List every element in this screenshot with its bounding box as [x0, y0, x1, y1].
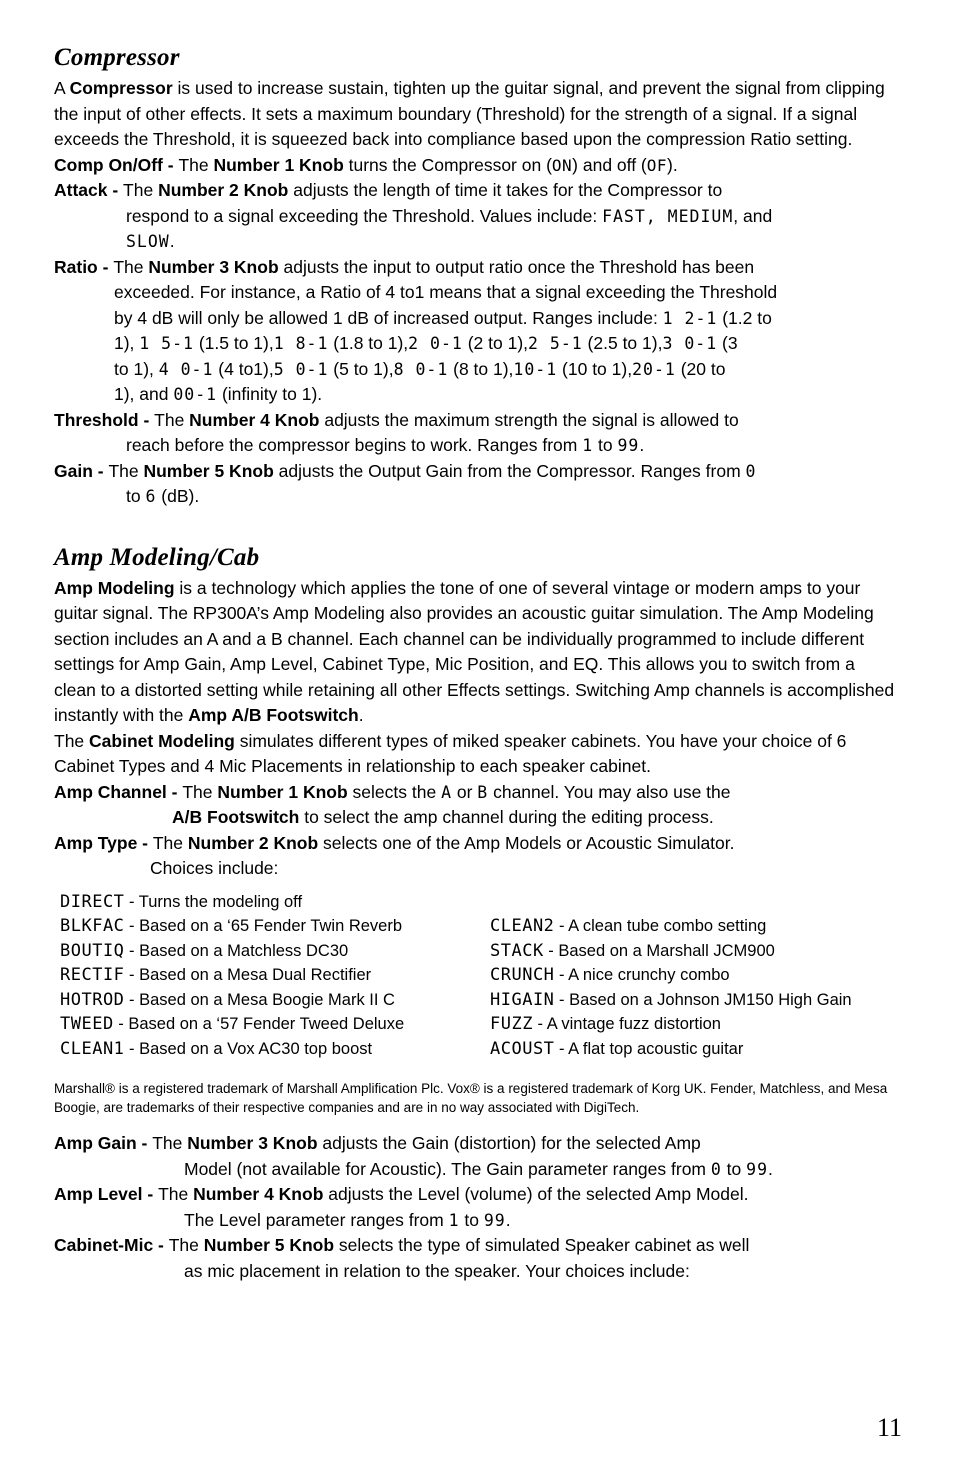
list-item: [60, 1012, 490, 1037]
text: ).: [667, 154, 678, 175]
lcd-channel-a: A: [441, 782, 452, 802]
cabinet-modeling-para: [54, 729, 900, 780]
lcd-amp-level-max: 99: [483, 1210, 506, 1230]
amp-model-code: CLEAN2: [490, 916, 555, 936]
text: to: [721, 1158, 747, 1179]
param-ratio-line4: [54, 331, 900, 357]
text: The: [178, 154, 214, 175]
trademark-notice: Marshall® is a registered trademark of Marshall Amplification Plc. Vox® is a registered trademark of Korg UK. Fender, Matchless, and Mesa Boogie, are trademarks of their respective companies and are in no way associated with DigiTech.: [54, 1081, 888, 1115]
amp-model-column-left: [54, 890, 490, 1062]
amp-model-desc: - Based on a Mesa Boogie Mark II C: [124, 990, 395, 1009]
param-label-attack: Attack -: [54, 180, 124, 200]
text: (1.2 to: [717, 307, 772, 328]
lcd-channel-b: B: [477, 782, 489, 802]
lcd-attack-values: FAST, MEDIUM: [602, 206, 734, 226]
text: The: [158, 1184, 194, 1204]
text: 1),: [114, 333, 140, 353]
text: as mic placement in relation to the speaker. Your choices include:: [184, 1260, 690, 1281]
amp-modeling-heading: Amp Modeling/Cab: [54, 543, 260, 571]
text: (3: [717, 333, 738, 353]
lcd-value-on: ON: [551, 155, 573, 175]
text: The: [108, 460, 144, 481]
list-item: [490, 939, 890, 964]
text: The: [54, 730, 90, 751]
list-item: [60, 914, 490, 939]
list-item: [60, 1037, 490, 1062]
lcd-ratio-12: 00-1: [173, 385, 218, 404]
param-attack-line3: [54, 229, 900, 255]
text: adjusts the maximum strength the signal is allowed to: [319, 409, 739, 430]
lcd-gain-min: 0: [745, 461, 757, 481]
compressor-intro-pre: A: [54, 78, 70, 98]
text: to: [126, 486, 146, 506]
text: .: [639, 435, 645, 455]
text: .: [768, 1158, 773, 1179]
lcd-ratio-5: 2 5-1: [528, 334, 583, 353]
knob-ref-3: Number 3 Knob: [148, 256, 279, 277]
list-item: [60, 890, 490, 915]
param-ratio-line5: [54, 357, 900, 383]
lcd-ratio-2: 1 5-1: [139, 334, 194, 353]
compressor-heading: Compressor: [54, 44, 180, 71]
text: (dB).: [156, 486, 200, 506]
text: Choices include:: [150, 858, 279, 878]
param-comp-on-off: [54, 153, 900, 179]
param-label-cabinet-mic: Cabinet-Mic -: [54, 1235, 169, 1255]
param-amp-level-line2: [54, 1208, 900, 1234]
param-attack: [54, 178, 900, 255]
amp-model-desc: - Based on a Marshall JCM900: [543, 941, 775, 960]
text: (1.8 to 1),: [328, 333, 409, 353]
lcd-threshold-min: 1: [582, 436, 594, 455]
lcd-amp-gain-min: 0: [710, 1159, 722, 1179]
text: The: [152, 1133, 188, 1153]
amp-modeling-intro: [54, 576, 900, 729]
amp-model-desc: - A nice crunchy combo: [554, 966, 730, 984]
amp-model-code: BOUTIQ: [60, 940, 125, 961]
spacer: [490, 890, 890, 915]
lcd-attack-slow: SLOW: [126, 232, 170, 251]
text: (10 to 1),: [557, 358, 633, 379]
amp-model-code: HOTROD: [60, 989, 125, 1010]
lcd-ratio-4: 2 0-1: [408, 334, 463, 353]
knob-ref-5: Number 5 Knob: [143, 460, 274, 481]
compressor-intro-bold: Compressor: [69, 78, 173, 98]
amp-model-code: TWEED: [60, 1014, 114, 1034]
param-label-gain: Gain -: [54, 460, 109, 481]
amp-model-code: FUZZ: [490, 1014, 533, 1034]
param-label-amp-channel: Amp Channel -: [54, 781, 183, 802]
text: The Level parameter ranges from: [184, 1209, 449, 1230]
compressor-intro: [54, 76, 900, 153]
amp-model-desc: - Based on a Matchless DC30: [124, 941, 349, 960]
list-item: [490, 1012, 890, 1037]
text: channel. You may also use the: [488, 781, 731, 802]
text: (2.5 to 1),: [582, 333, 663, 353]
lcd-amp-level-min: 1: [448, 1210, 460, 1230]
param-label-amp-level: Amp Level -: [54, 1184, 159, 1204]
text: or: [452, 781, 478, 802]
text: to: [593, 435, 618, 455]
param-amp-channel-line2: [54, 805, 900, 831]
amp-model-code: CRUNCH: [490, 965, 555, 985]
param-label-comp-on-off: Comp On/Off -: [54, 154, 179, 175]
text: selects the: [347, 781, 442, 802]
text: selects the type of simulated Speaker cabinet as well: [334, 1235, 750, 1255]
page-number: 11: [876, 1413, 902, 1442]
text: selects one of the Amp Models or Acoustic Simulator.: [318, 832, 735, 853]
text: simulates different types of miked speaker cabinets. You have your choice of 6 Cabinet Types and 4 Mic Placements in relationship to each speaker cabinet.: [54, 730, 847, 776]
amp-model-desc: - Based on a Johnson JM150 High Gain: [554, 990, 852, 1009]
knob-ref-1: Number 1 Knob: [213, 154, 344, 175]
text: (4 to1),: [213, 358, 274, 379]
text: (2 to 1),: [462, 333, 529, 353]
text: to 1),: [114, 358, 159, 379]
text: exceeded. For instance, a Ratio of 4 to1 means that a signal exceeding the Threshold: [114, 282, 778, 302]
compressor-intro-post: is used to increase sustain, tighten up the guitar signal, and prevent the signal from clipping the input of other effects. It sets a maximum boundary (Threshold) for the strength of a signal. If a signal exceeds the Threshold, it is squeezed back into compliance based upon the compression Ratio setting.: [54, 78, 885, 149]
lcd-ratio-3: 1 8-1: [273, 334, 329, 353]
param-amp-type: [54, 831, 900, 882]
lcd-ratio-7: 4 0-1: [158, 359, 214, 379]
text: is a technology which applies the tone of one of several vintage or modern amps to your guitar signal. The RP300A’s Amp Modeling also provides an acoustic guitar simulation. The Amp Modeling section includes an A and a B channel. Each channel can be individually programmed to include different settings for Amp Gain, Amp Level, Cabinet Type, Mic Position, and EQ. This allows you to switch from a clean to a distorted setting while retaining all other Effects settings. Switching Amp channels is accomplished instantly with the: [54, 577, 895, 725]
ab-footswitch-bold: A/B Footswitch: [172, 807, 300, 827]
param-label-ratio: Ratio -: [54, 256, 114, 277]
amp-model-code: CLEAN1: [60, 1038, 125, 1059]
list-item: [60, 963, 490, 988]
amp-model-desc: - Based on a Vox AC30 top boost: [124, 1039, 373, 1058]
amp-model-desc: - Turns the modeling off: [124, 892, 303, 911]
lcd-value-off: OF: [646, 155, 668, 175]
param-amp-type-line2: [54, 856, 900, 882]
text: 1), and: [114, 384, 174, 404]
amp-model-code: DIRECT: [60, 891, 125, 912]
amp-model-code: HIGAIN: [490, 989, 555, 1010]
text: to select the amp channel during the editing process.: [299, 807, 714, 827]
text: (infinity to 1).: [217, 384, 323, 404]
amp-model-desc: - Based on a Mesa Dual Rectifier: [124, 966, 372, 984]
text: The: [113, 256, 149, 277]
param-label-amp-gain: Amp Gain -: [54, 1133, 153, 1153]
text: The: [123, 180, 159, 200]
param-ratio-line6: [54, 382, 900, 408]
lcd-threshold-max: 99: [617, 436, 640, 455]
text: (1.5 to 1),: [193, 333, 274, 353]
param-threshold: [54, 408, 900, 459]
amp-model-column-right: [490, 890, 890, 1062]
param-ratio-line3: [54, 306, 900, 332]
text: .: [505, 1209, 511, 1230]
param-gain: [54, 459, 900, 510]
amp-model-code: ACOUST: [490, 1038, 555, 1059]
list-item: [60, 988, 490, 1013]
text: .: [169, 231, 175, 251]
amp-modeling-bold: Amp Modeling: [54, 577, 175, 598]
cabinet-modeling-bold: Cabinet Modeling: [89, 730, 235, 751]
text: The: [154, 409, 190, 430]
text: (5 to 1),: [328, 358, 394, 379]
knob-ref-2: Number 2 Knob: [158, 180, 289, 200]
text: (8 to 1),: [448, 358, 514, 379]
amp-model-list: [54, 890, 900, 1062]
text: ) and off (: [572, 154, 647, 175]
param-cabinet-mic: [54, 1233, 900, 1284]
amp-model-desc: - Based on a ‘65 Fender Twin Reverb: [124, 917, 403, 935]
knob-ref-amp-3: Number 3 Knob: [187, 1133, 318, 1153]
amp-ab-footswitch-bold: Amp A/B Footswitch: [188, 705, 359, 725]
lcd-ratio-11: 20-1: [632, 359, 676, 379]
param-amp-channel: [54, 780, 900, 831]
text: .: [358, 705, 364, 725]
amp-model-code: BLKFAC: [60, 916, 125, 936]
lcd-ratio-10: 10-1: [513, 359, 558, 379]
text: The: [152, 832, 188, 853]
param-amp-gain: [54, 1131, 900, 1182]
param-label-threshold: Threshold -: [54, 409, 155, 430]
param-amp-gain-line2: [54, 1157, 900, 1183]
list-item: [490, 963, 890, 988]
text: (20 to: [675, 358, 726, 379]
amp-model-desc: - Based on a ‘57 Fender Tweed Deluxe: [113, 1015, 405, 1033]
knob-ref-amp-5: Number 5 Knob: [203, 1235, 335, 1255]
text: The: [168, 1235, 204, 1255]
param-amp-level: [54, 1182, 900, 1233]
text: by 4 dB will only be allowed 1 dB of increased output. Ranges include:: [114, 307, 663, 328]
text: , and: [733, 205, 773, 226]
text: adjusts the Level (volume) of the selected Amp Model.: [323, 1184, 749, 1204]
amp-model-desc: - A clean tube combo setting: [554, 917, 767, 935]
knob-ref-amp-4: Number 4 Knob: [193, 1184, 324, 1204]
amp-model-desc: - A vintage fuzz distortion: [532, 1015, 721, 1033]
knob-ref-amp-1: Number 1 Knob: [217, 781, 348, 802]
text: adjusts the input to output ratio once the Threshold has been: [278, 256, 755, 277]
text: Model (not available for Acoustic). The Gain parameter ranges from: [184, 1158, 711, 1179]
param-ratio: [54, 255, 900, 408]
list-item: [490, 988, 890, 1013]
param-attack-line2: [54, 204, 900, 230]
lcd-ratio-6: 3 0-1: [662, 334, 718, 353]
lcd-ratio-1: 1 2-1: [662, 308, 718, 328]
text: reach before the compressor begins to work. Ranges from: [126, 435, 583, 455]
amp-model-desc: - A flat top acoustic guitar: [554, 1039, 744, 1058]
param-threshold-line2: [54, 433, 900, 459]
list-item: [60, 939, 490, 964]
knob-ref-amp-2: Number 2 Knob: [187, 832, 319, 853]
text: adjusts the length of time it takes for the Compressor to: [288, 180, 723, 200]
lcd-amp-gain-max: 99: [746, 1159, 769, 1179]
lcd-gain-max: 6: [145, 487, 157, 506]
text: adjusts the Output Gain from the Compressor. Ranges from: [273, 460, 746, 481]
text: adjusts the Gain (distortion) for the selected Amp: [317, 1133, 701, 1153]
page-content: [54, 44, 900, 1284]
text: turns the Compressor on (: [343, 154, 552, 175]
list-item: [490, 914, 890, 939]
knob-ref-4: Number 4 Knob: [189, 409, 320, 430]
amp-model-code: RECTIF: [60, 965, 125, 985]
list-item: [490, 1037, 890, 1062]
param-label-amp-type: Amp Type -: [54, 832, 153, 853]
text: respond to a signal exceeding the Threshold. Values include:: [126, 205, 603, 226]
lcd-ratio-8: 5 0-1: [273, 359, 329, 379]
param-ratio-line2: [54, 280, 900, 306]
param-cabinet-mic-line2: [54, 1259, 900, 1285]
amp-model-code: STACK: [490, 940, 544, 961]
lcd-ratio-9: 8 0-1: [393, 359, 449, 379]
text: The: [182, 781, 218, 802]
param-gain-line2: [54, 484, 900, 510]
text: to: [459, 1209, 484, 1230]
